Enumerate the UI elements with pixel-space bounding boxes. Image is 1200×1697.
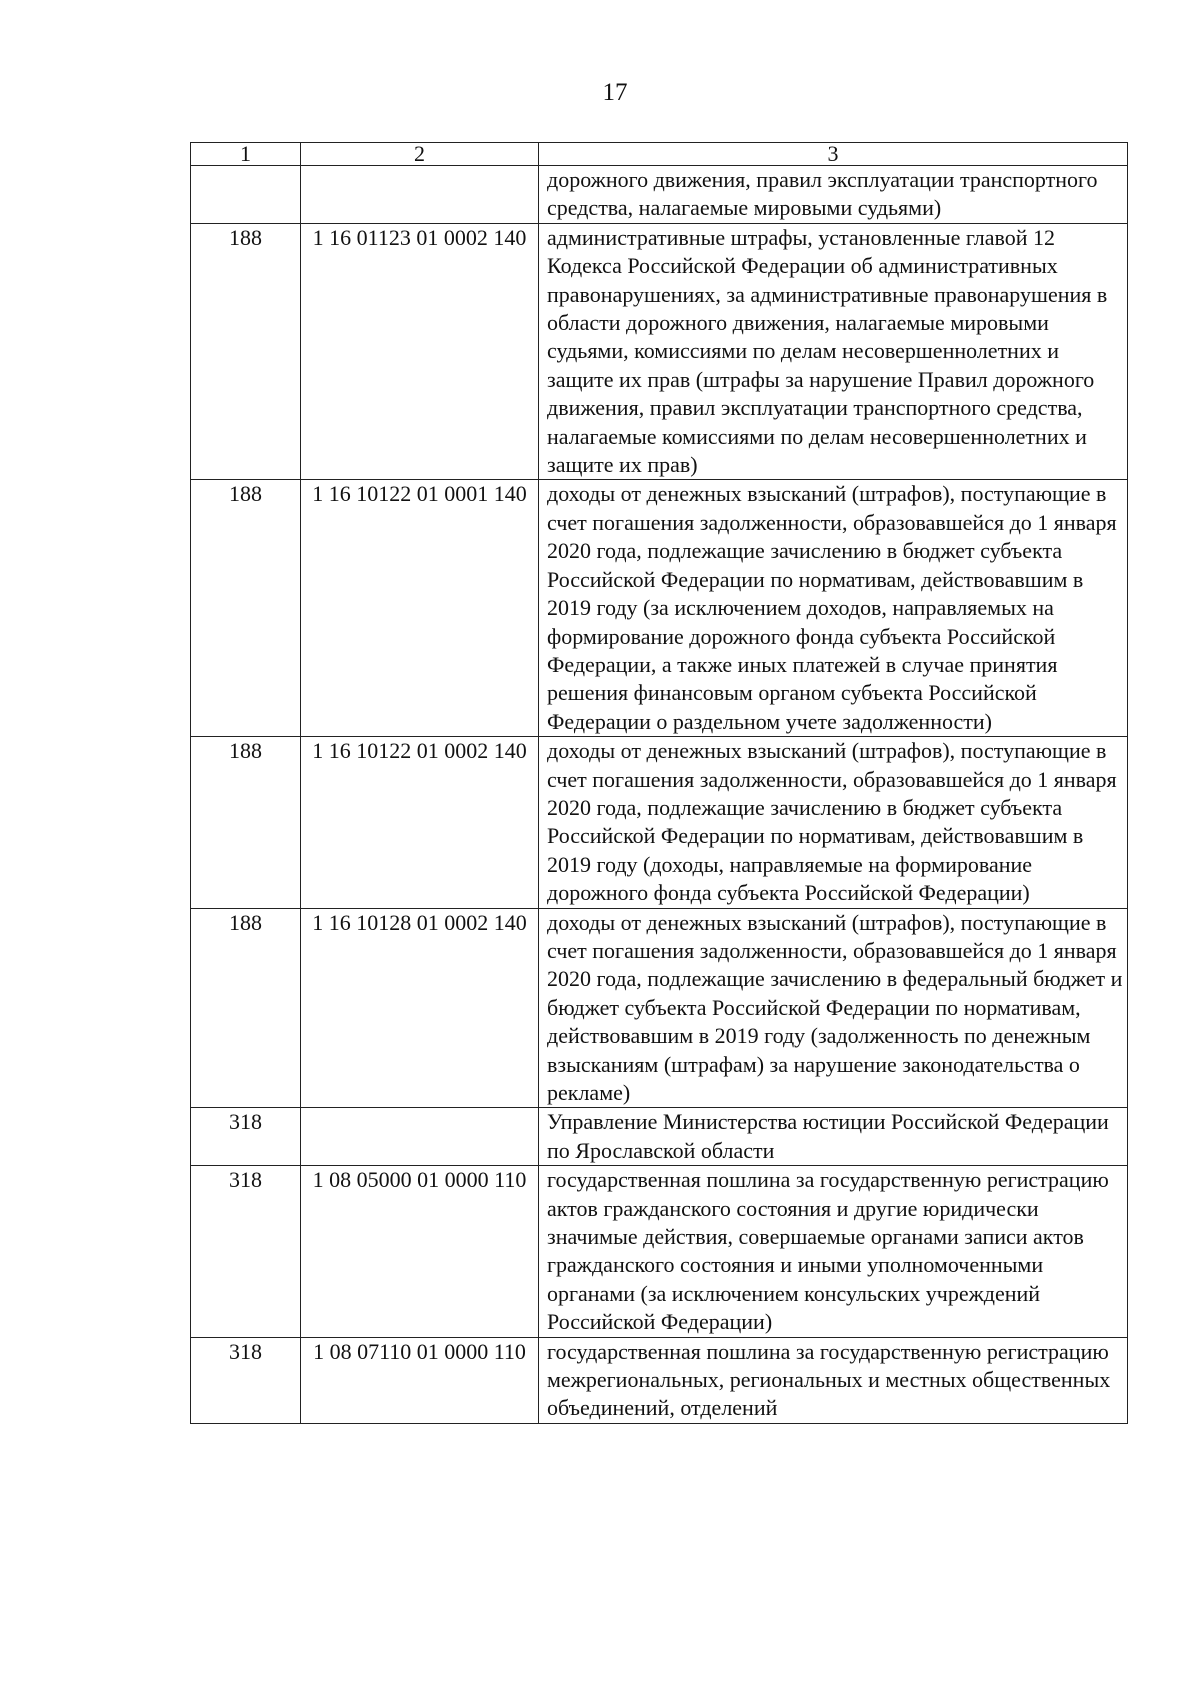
budget-code-cell — [301, 166, 539, 224]
description-cell: доходы от денежных взысканий (штрафов), поступающие в счет погашения задолженности, образовавшейся до 1 января 2020 года, подлежащие зачислению в бюджет субъекта Российской Федерации по нормативам, действовавшим в 2019 году (доходы, направляемые на формирование дорожного фонда субъекта Российской Федерации) — [539, 737, 1128, 908]
description-cell: доходы от денежных взысканий (штрафов), поступающие в счет погашения задолженности, образовавшейся до 1 января 2020 года, подлежащие зачислению в федеральный бюджет и бюджет субъекта Российской Федерации по нормативам, действовавшим в 2019 году (задолженность по денежным взысканиям (штрафам) за нарушение законодательства о рекламе) — [539, 908, 1128, 1108]
description-cell: Управление Министерства юстиции Российской Федерации по Ярославской области — [539, 1108, 1128, 1166]
description-cell: государственная пошлина за государственную регистрацию межрегиональных, региональных и местных общественных объединений, отделений — [539, 1337, 1128, 1423]
table-row — [191, 480, 1128, 737]
budget-code-cell — [301, 1108, 539, 1166]
table-body — [191, 166, 1128, 1424]
header-col-2: 2 — [301, 143, 539, 166]
table-row — [191, 908, 1128, 1108]
admin-code-cell: 318 — [191, 1166, 301, 1337]
description-cell: дорожного движения, правил эксплуатации транспортного средства, налагаемые мировыми судьями) — [539, 166, 1128, 224]
admin-code-cell: 188 — [191, 908, 301, 1108]
table-row — [191, 1166, 1128, 1337]
header-col-1: 1 — [191, 143, 301, 166]
admin-code-cell: 318 — [191, 1108, 301, 1166]
description-cell: административные штрафы, установленные главой 12 Кодекса Российской Федерации об административных правонарушениях, за административные правонарушения в области дорожного движения, налагаемые мировыми судьями, комиссиями по делам несовершеннолетних и защите их прав (штрафы за нарушение Правил дорожного движения, правил эксплуатации транспортного средства, налагаемые комиссиями по делам несовершеннолетних и защите их прав) — [539, 223, 1128, 480]
admin-code-cell: 188 — [191, 480, 301, 737]
table-row — [191, 166, 1128, 224]
table-header — [191, 143, 1128, 166]
budget-code-cell: 1 16 10128 01 0002 140 — [301, 908, 539, 1108]
admin-code-cell: 318 — [191, 1337, 301, 1423]
admin-code-cell: 188 — [191, 223, 301, 480]
table-row — [191, 737, 1128, 908]
table-row — [191, 1108, 1128, 1166]
description-cell: государственная пошлина за государственную регистрацию актов гражданского состояния и другие юридически значимые действия, совершаемые органами записи актов гражданского состояния и иными уполномоченными органами (за исключением консульских учреждений Российской Федерации) — [539, 1166, 1128, 1337]
admin-code-cell — [191, 166, 301, 224]
budget-code-cell: 1 16 10122 01 0001 140 — [301, 480, 539, 737]
budget-codes-table — [190, 142, 1128, 1424]
budget-code-cell: 1 08 07110 01 0000 110 — [301, 1337, 539, 1423]
page-number: 17 — [602, 79, 628, 106]
description-cell: доходы от денежных взысканий (штрафов), поступающие в счет погашения задолженности, образовавшейся до 1 января 2020 года, подлежащие зачислению в бюджет субъекта Российской Федерации по нормативам, действовавшим в 2019 году (за исключением доходов, направляемых на формирование дорожного фонда субъекта Российской Федерации, а также иных платежей в случае принятия решения финансовым органом субъекта Российской Федерации о раздельном учете задолженности) — [539, 480, 1128, 737]
budget-code-cell: 1 08 05000 01 0000 110 — [301, 1166, 539, 1337]
table-row — [191, 1337, 1128, 1423]
budget-code-cell: 1 16 01123 01 0002 140 — [301, 223, 539, 480]
budget-code-cell: 1 16 10122 01 0002 140 — [301, 737, 539, 908]
table-row — [191, 223, 1128, 480]
table-header-row — [191, 143, 1128, 166]
header-col-3: 3 — [539, 143, 1128, 166]
admin-code-cell: 188 — [191, 737, 301, 908]
